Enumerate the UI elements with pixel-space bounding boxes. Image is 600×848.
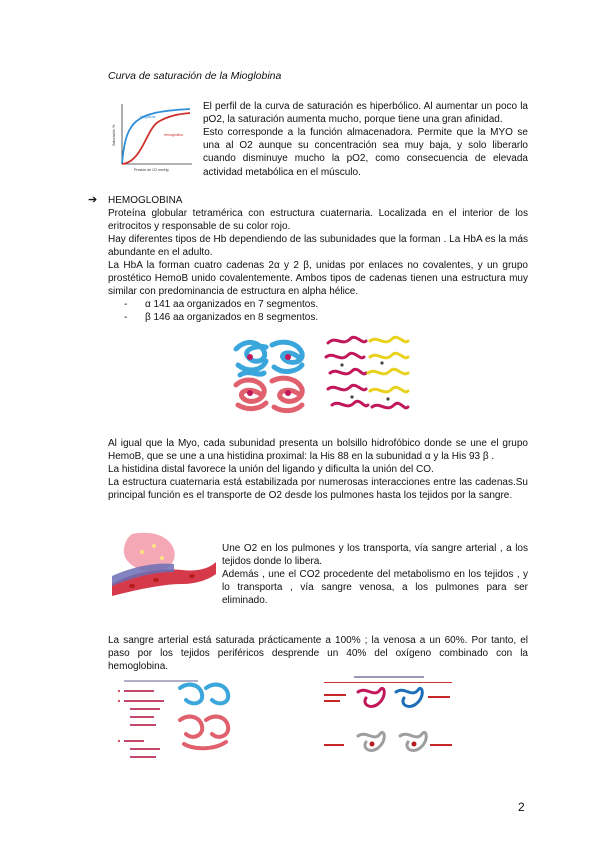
hb-heading: HEMOGLOBINA	[108, 195, 183, 206]
hb-paragraph-4: Al igual que la Myo, cada subunidad presenta un bolsillo hidrofóbico donde se une el grupo HemoB, que se une a una histidina proximal: la His 88 en la subunidad α y la His 93 β .	[108, 438, 528, 463]
page-number: 2	[518, 800, 525, 814]
curve-label-myo: Mioglobina	[140, 115, 156, 119]
curve-label-hb: Hemoglobina	[164, 133, 183, 137]
blood-vessel-image	[112, 528, 216, 598]
bullet-alpha: α 141 aa organizados en 7 segmentos.	[145, 299, 319, 310]
hemoglobin-helix-image	[322, 333, 412, 419]
hb-paragraph-3: La HbA la forman cuatro cadenas 2α y 2 β, unidas por enlaces no covalentes, y un grupo prostético HemoB unido covalentemente. Ambos tipos de cadenas tienen una estructura muy similar con predominancia de estructura en alpha hélice.	[108, 260, 528, 298]
curve-xlabel: Presión de O2 mmHg	[134, 168, 169, 172]
hb-paragraph-5: La histidina distal favorece la unión del ligando y dificulta la unión del CO.	[108, 464, 434, 475]
myoglobin-saturation-curve	[112, 100, 194, 174]
curve-ylabel: Saturación %	[112, 124, 116, 146]
hb-paragraph-1: Proteína globular tetramérica con estructura cuaternaria. Localizada en el interior de los eritrocitos y responsable de su color rojo.	[108, 208, 528, 233]
bullet-beta: β 146 aa organizados en 8 segmentos.	[145, 312, 319, 323]
myo-paragraph-2: Esto corresponde a la función almacenadora. Permite que la MYO se una al O2 aunque su concentración sea muy baja, y solo liberarlo cuando disminuye mucho la pO2, como consecuencia de elevada actividad metabólica en el músculo.	[203, 127, 528, 178]
blood-saturation-paragraph: La sangre arterial está saturada prácticamente a 100% ; la venosa a un 60%. Por tanto, el paso por los tejidos periféricos desprende un 40% del oxígeno combinado con la hemoglobina.	[108, 635, 528, 673]
hb-paragraph-2: Hay diferentes tipos de Hb dependiendo de las subunidades que la forman . La HbA es la más abundante en el adulto.	[108, 234, 528, 259]
section-title: Curva de saturación de la Mioglobina	[108, 70, 282, 82]
bullet-arrow-icon: ➔	[88, 194, 98, 206]
transport-paragraph-1: Une O2 en los pulmones y los transporta, vía sangre arterial , a los tejidos donde lo libera.	[222, 543, 528, 568]
hemoglobin-slide-right	[318, 674, 458, 770]
hemoglobin-ribbon-image	[228, 335, 310, 415]
hemoglobin-slide-left	[114, 676, 242, 768]
myo-paragraph-1: El perfil de la curva de saturación es hiperbólico. Al aumentar un poco la pO2, la saturación aumenta mucho, porque tiene una gran afinidad.	[203, 101, 528, 126]
hb-paragraph-6: La estructura cuaternaria está estabilizada por numerosas interacciones entre las cadenas.Su principal función es el transporte de O2 desde los pulmones hasta los tejidos por la sangre.	[108, 477, 528, 502]
bullet-dash: -	[124, 299, 128, 310]
bullet-dash: -	[124, 312, 128, 323]
transport-paragraph-2: Además , une el CO2 procedente del metabolismo en los tejidos , y lo transporta , vía sangre venosa, a los pulmones para ser eliminado.	[222, 569, 528, 607]
